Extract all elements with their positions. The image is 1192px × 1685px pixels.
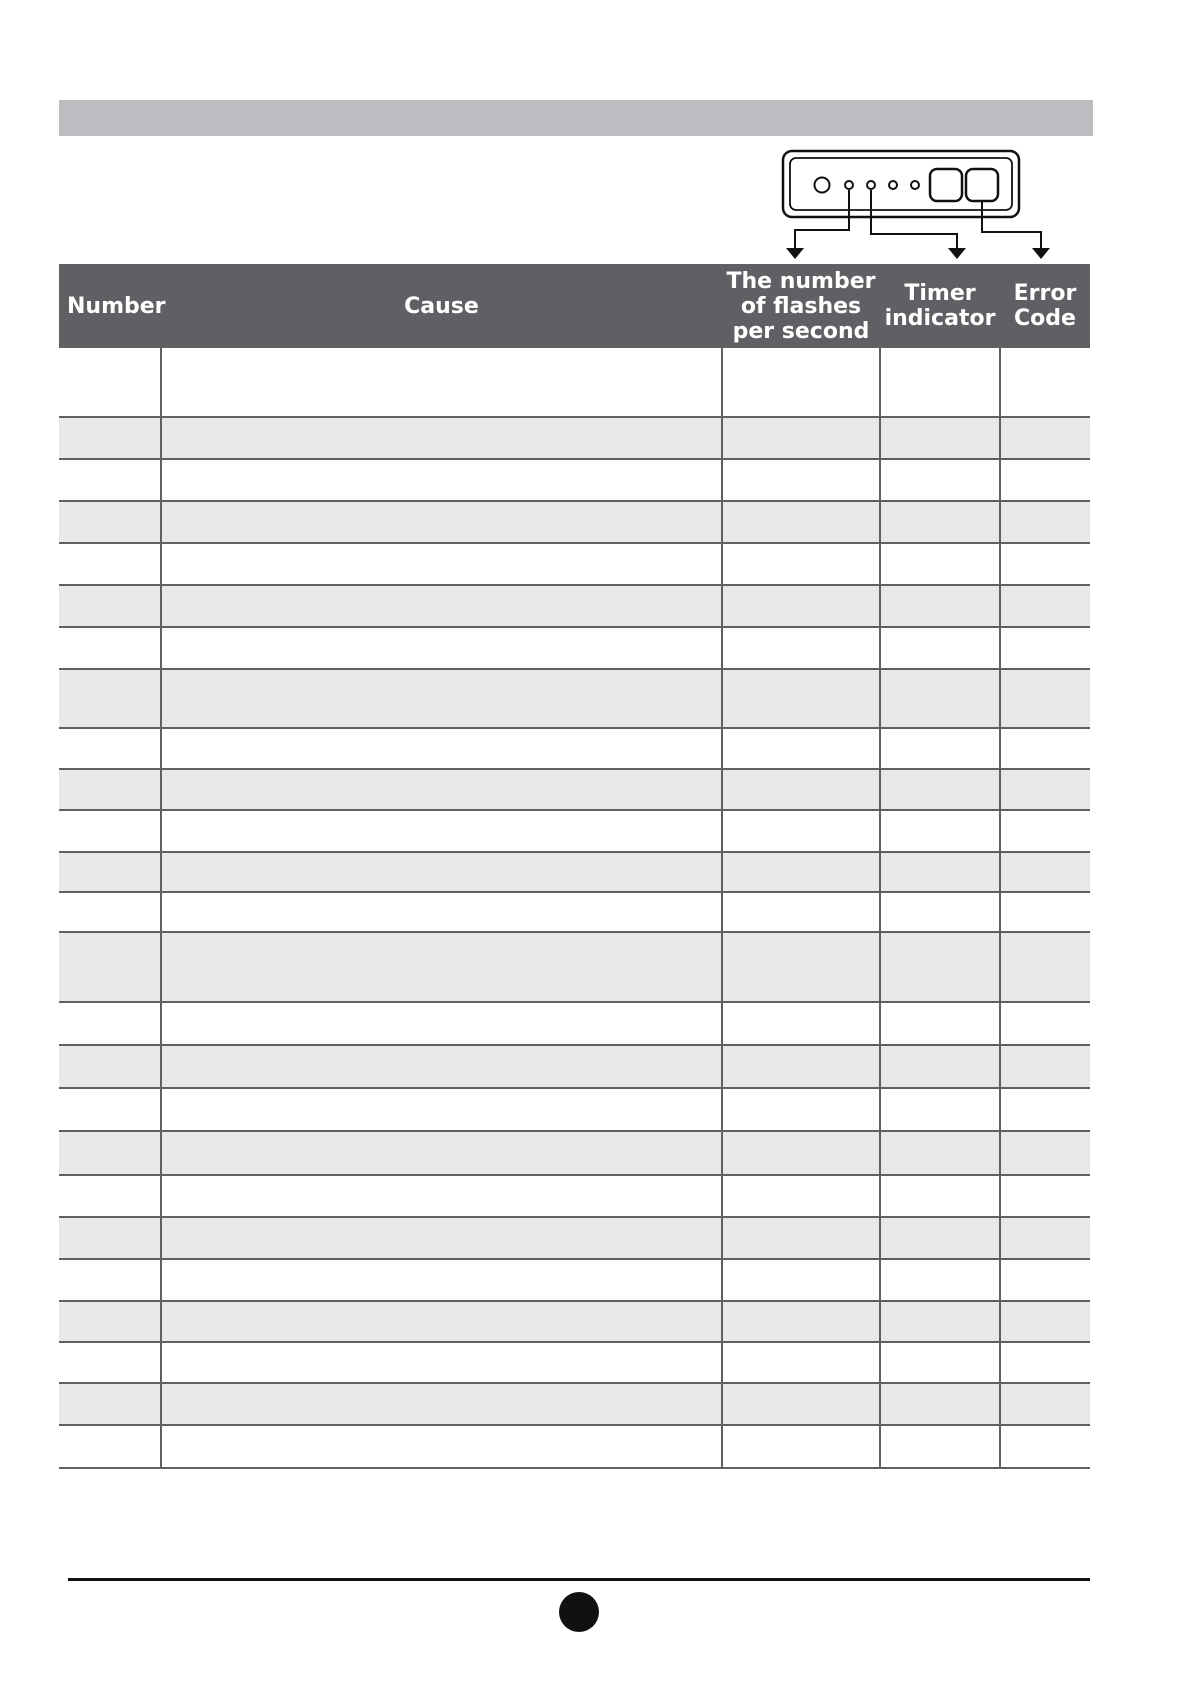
cell-cause bbox=[161, 769, 722, 810]
cell-error bbox=[1000, 1259, 1090, 1301]
cell-timer bbox=[880, 1342, 1000, 1383]
cell-error bbox=[1000, 852, 1090, 892]
cell-flashes bbox=[722, 1425, 880, 1468]
table-row bbox=[59, 932, 1090, 1002]
cell-number bbox=[59, 852, 161, 892]
cell-flashes bbox=[722, 1342, 880, 1383]
indicator-light-main bbox=[815, 178, 830, 193]
cell-cause bbox=[161, 669, 722, 728]
cell-error bbox=[1000, 1425, 1090, 1468]
cell-timer bbox=[880, 417, 1000, 459]
cell-flashes bbox=[722, 348, 880, 417]
cell-timer bbox=[880, 1425, 1000, 1468]
cell-cause bbox=[161, 852, 722, 892]
cell-flashes bbox=[722, 669, 880, 728]
cell-timer bbox=[880, 892, 1000, 932]
cell-cause bbox=[161, 627, 722, 669]
flashes-arrow bbox=[795, 190, 849, 248]
table-row bbox=[59, 769, 1090, 810]
cell-number bbox=[59, 1259, 161, 1301]
cell-flashes bbox=[722, 1383, 880, 1425]
table-row bbox=[59, 543, 1090, 585]
table-row bbox=[59, 852, 1090, 892]
cell-error bbox=[1000, 1131, 1090, 1175]
cell-number bbox=[59, 892, 161, 932]
cell-timer bbox=[880, 1301, 1000, 1342]
table-row bbox=[59, 1088, 1090, 1131]
section-title-bar bbox=[59, 100, 1093, 136]
cell-timer bbox=[880, 1383, 1000, 1425]
cell-number bbox=[59, 1217, 161, 1259]
cell-cause bbox=[161, 459, 722, 501]
cell-number bbox=[59, 810, 161, 852]
cell-cause bbox=[161, 417, 722, 459]
table-row bbox=[59, 501, 1090, 543]
cell-error bbox=[1000, 543, 1090, 585]
flashes-arrowhead bbox=[786, 248, 804, 259]
cell-error bbox=[1000, 1301, 1090, 1342]
indicator-light-3 bbox=[889, 181, 897, 189]
table-row bbox=[59, 1045, 1090, 1088]
cell-flashes bbox=[722, 585, 880, 627]
cell-number bbox=[59, 348, 161, 417]
column-header-timer: Timer indicator bbox=[880, 264, 1000, 348]
error-code-table bbox=[59, 264, 1090, 1469]
cell-error bbox=[1000, 1045, 1090, 1088]
cell-flashes bbox=[722, 459, 880, 501]
indicator-light-1 bbox=[845, 181, 853, 189]
cell-cause bbox=[161, 585, 722, 627]
cell-cause bbox=[161, 728, 722, 769]
cell-cause bbox=[161, 348, 722, 417]
table-row bbox=[59, 892, 1090, 932]
table-row bbox=[59, 417, 1090, 459]
cell-cause bbox=[161, 810, 722, 852]
cell-timer bbox=[880, 1002, 1000, 1045]
cell-flashes bbox=[722, 1002, 880, 1045]
cell-timer bbox=[880, 501, 1000, 543]
cell-error bbox=[1000, 769, 1090, 810]
error-code-arrowhead bbox=[1032, 248, 1050, 259]
cell-flashes bbox=[722, 892, 880, 932]
page-number-marker bbox=[559, 1592, 599, 1632]
cell-cause bbox=[161, 1045, 722, 1088]
cell-number bbox=[59, 501, 161, 543]
cell-number bbox=[59, 1383, 161, 1425]
cell-cause bbox=[161, 543, 722, 585]
cell-error bbox=[1000, 459, 1090, 501]
table-row bbox=[59, 810, 1090, 852]
table-row bbox=[59, 348, 1090, 417]
table-row bbox=[59, 1002, 1090, 1045]
cell-number bbox=[59, 1088, 161, 1131]
table-row bbox=[59, 585, 1090, 627]
cell-cause bbox=[161, 1002, 722, 1045]
table-row bbox=[59, 1301, 1090, 1342]
cell-flashes bbox=[722, 1045, 880, 1088]
cell-error bbox=[1000, 1002, 1090, 1045]
cell-timer bbox=[880, 627, 1000, 669]
cell-timer bbox=[880, 769, 1000, 810]
table-row bbox=[59, 728, 1090, 769]
column-header-number: Number bbox=[59, 264, 161, 348]
cell-flashes bbox=[722, 769, 880, 810]
cell-flashes bbox=[722, 627, 880, 669]
cell-number bbox=[59, 769, 161, 810]
cell-error bbox=[1000, 1088, 1090, 1131]
cell-error bbox=[1000, 892, 1090, 932]
cell-error bbox=[1000, 728, 1090, 769]
display-digit-1 bbox=[930, 169, 962, 201]
table-row bbox=[59, 1342, 1090, 1383]
indicator-light-4 bbox=[911, 181, 919, 189]
cell-flashes bbox=[722, 501, 880, 543]
cell-error bbox=[1000, 810, 1090, 852]
cell-flashes bbox=[722, 543, 880, 585]
cell-number bbox=[59, 459, 161, 501]
indicator-light-2 bbox=[867, 181, 875, 189]
column-header-error-code: Error Code bbox=[1000, 264, 1090, 348]
cell-timer bbox=[880, 1217, 1000, 1259]
cell-number bbox=[59, 1425, 161, 1468]
cell-timer bbox=[880, 1088, 1000, 1131]
cell-timer bbox=[880, 459, 1000, 501]
cell-cause bbox=[161, 1217, 722, 1259]
timer-arrow bbox=[871, 190, 957, 248]
cell-number bbox=[59, 669, 161, 728]
cell-number bbox=[59, 627, 161, 669]
cell-cause bbox=[161, 932, 722, 1002]
cell-number bbox=[59, 543, 161, 585]
cell-timer bbox=[880, 669, 1000, 728]
cell-cause bbox=[161, 1131, 722, 1175]
cell-cause bbox=[161, 1088, 722, 1131]
cell-number bbox=[59, 1342, 161, 1383]
cell-number bbox=[59, 1045, 161, 1088]
cell-timer bbox=[880, 1045, 1000, 1088]
cell-error bbox=[1000, 1217, 1090, 1259]
table-row bbox=[59, 1383, 1090, 1425]
cell-flashes bbox=[722, 932, 880, 1002]
table-row bbox=[59, 459, 1090, 501]
cell-error bbox=[1000, 627, 1090, 669]
display-digit-2 bbox=[966, 169, 998, 201]
cell-flashes bbox=[722, 417, 880, 459]
cell-flashes bbox=[722, 1088, 880, 1131]
cell-error bbox=[1000, 1175, 1090, 1217]
cell-timer bbox=[880, 585, 1000, 627]
cell-number bbox=[59, 1131, 161, 1175]
cell-error bbox=[1000, 932, 1090, 1002]
cell-timer bbox=[880, 932, 1000, 1002]
table-row bbox=[59, 1259, 1090, 1301]
cell-flashes bbox=[722, 1175, 880, 1217]
cell-number bbox=[59, 417, 161, 459]
cell-flashes bbox=[722, 852, 880, 892]
cell-cause bbox=[161, 1342, 722, 1383]
cell-flashes bbox=[722, 810, 880, 852]
cell-timer bbox=[880, 810, 1000, 852]
cell-error bbox=[1000, 1342, 1090, 1383]
cell-flashes bbox=[722, 1131, 880, 1175]
control-panel-diagram bbox=[748, 148, 1093, 266]
cell-number bbox=[59, 1002, 161, 1045]
cell-cause bbox=[161, 1301, 722, 1342]
table-row bbox=[59, 669, 1090, 728]
cell-error bbox=[1000, 1383, 1090, 1425]
timer-arrowhead bbox=[948, 248, 966, 259]
table-row bbox=[59, 1217, 1090, 1259]
cell-timer bbox=[880, 852, 1000, 892]
table-header-row bbox=[59, 264, 1090, 348]
table-row bbox=[59, 1425, 1090, 1468]
cell-flashes bbox=[722, 728, 880, 769]
cell-number bbox=[59, 585, 161, 627]
cell-cause bbox=[161, 892, 722, 932]
cell-timer bbox=[880, 728, 1000, 769]
cell-cause bbox=[161, 1425, 722, 1468]
cell-number bbox=[59, 1301, 161, 1342]
column-header-cause: Cause bbox=[161, 264, 722, 348]
table-row bbox=[59, 627, 1090, 669]
cell-error bbox=[1000, 669, 1090, 728]
cell-error bbox=[1000, 348, 1090, 417]
column-header-flashes: The number of flashes per second bbox=[722, 264, 880, 348]
cell-timer bbox=[880, 348, 1000, 417]
cell-cause bbox=[161, 1259, 722, 1301]
cell-timer bbox=[880, 1259, 1000, 1301]
footer-rule bbox=[68, 1578, 1090, 1581]
cell-flashes bbox=[722, 1259, 880, 1301]
table-row bbox=[59, 1175, 1090, 1217]
cell-error bbox=[1000, 501, 1090, 543]
cell-cause bbox=[161, 1175, 722, 1217]
cell-number bbox=[59, 932, 161, 1002]
cell-cause bbox=[161, 501, 722, 543]
cell-cause bbox=[161, 1383, 722, 1425]
cell-flashes bbox=[722, 1301, 880, 1342]
table-row bbox=[59, 1131, 1090, 1175]
cell-timer bbox=[880, 543, 1000, 585]
cell-error bbox=[1000, 417, 1090, 459]
cell-flashes bbox=[722, 1217, 880, 1259]
cell-timer bbox=[880, 1131, 1000, 1175]
cell-number bbox=[59, 1175, 161, 1217]
cell-timer bbox=[880, 1175, 1000, 1217]
cell-number bbox=[59, 728, 161, 769]
display-panel bbox=[783, 151, 1019, 217]
cell-error bbox=[1000, 585, 1090, 627]
